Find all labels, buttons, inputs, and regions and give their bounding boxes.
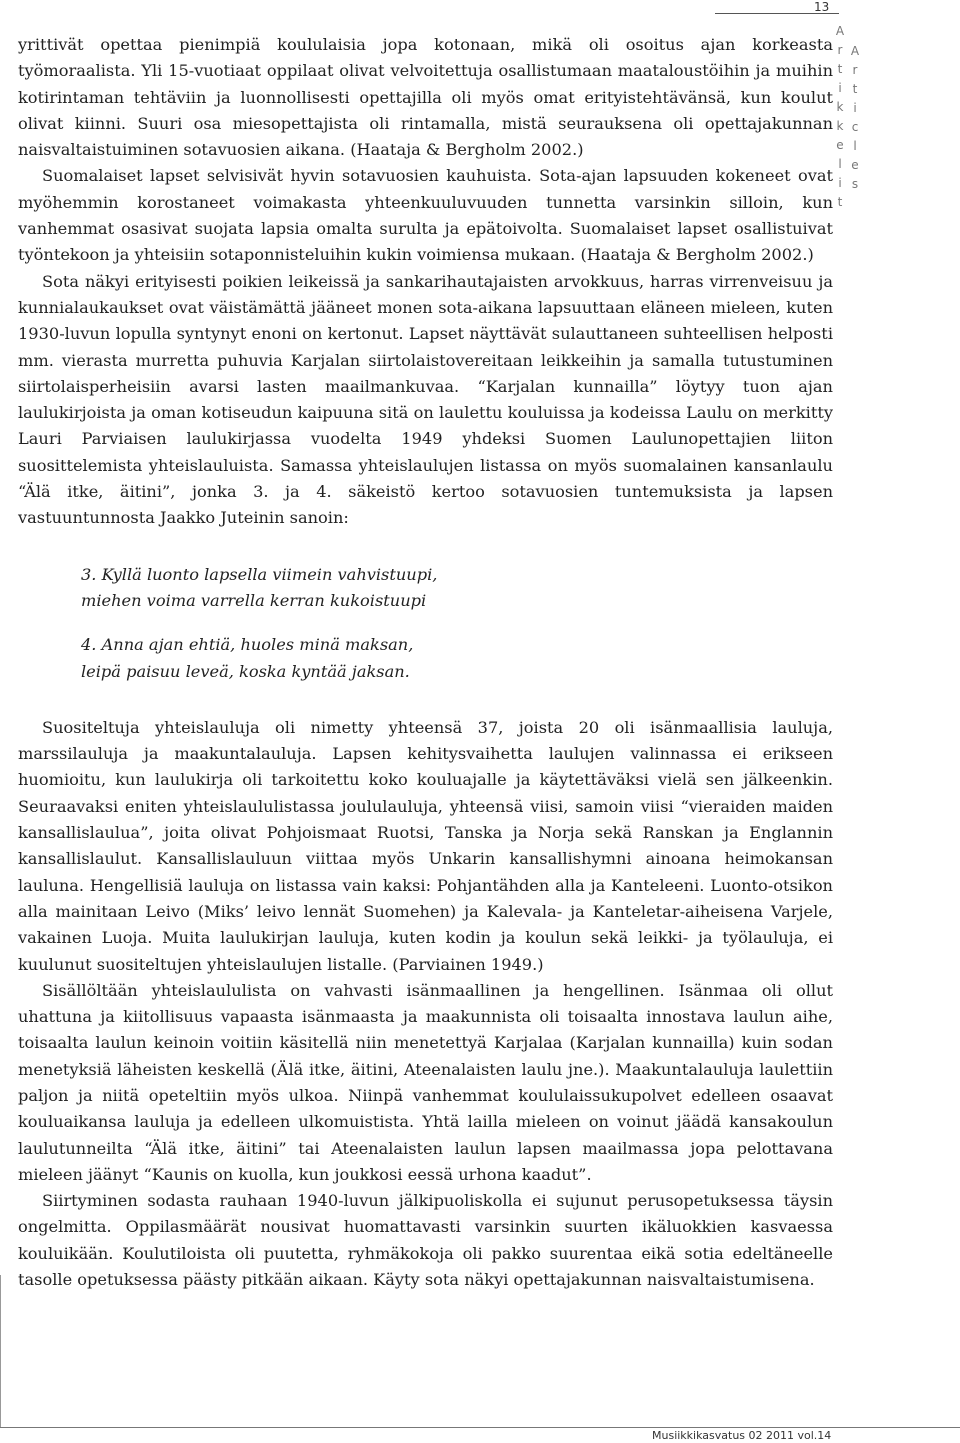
footer-rule xyxy=(0,1427,960,1428)
side-letter: e xyxy=(851,158,859,172)
side-letter: e xyxy=(836,138,844,152)
side-letter: i xyxy=(838,81,842,95)
paragraph: Siirtyminen sodasta rauhaan 1940-luvun jälkipuoliskolla ei sujunut perusopetuksessa täysin ongelmitta. Oppilasmäärät nousivat huomattavasti varsinkin suurten ikäluokkien kasvaessa kouluikään. Koulutiloista oli puutetta, ryhmäkokoja oli pakko suurentaa eikä sotia edeltäneelle tasolle opetuksessa päästy pitkään aikaan. Käyty sota näkyi opettajakunnan naisvaltaistumisena. xyxy=(18,1191,833,1290)
side-letter: r xyxy=(852,63,858,77)
side-letter: l xyxy=(838,157,842,171)
paragraph: yrittivät opettaa pienimpiä koululaisia jopa kotonaan, mikä oli osoitus ajan korkeasta työmoraalista. Yli 15-vuotiaat oppilaat olivat velvoitettuja osallistumaan maataloustöihin ja muihin kotirintaman tehtäviin ja luonnollisesti opettajilla oli myös omat erityistehtävänsä, kun koulut olivat kiinni. Suuri osa miesopettajista oli rintamalla, mistä seurauksena oli opettajakunnan naisvaltaistuiminen sotavuosien aikana. (Haataja & Bergholm 2002.) xyxy=(18,35,833,160)
footer-publication: Musiikkikasvatus 02 2011 vol.14 xyxy=(652,1429,832,1442)
side-letter: t xyxy=(837,62,843,76)
poem-quote xyxy=(81,562,833,685)
side-label-artikkelit xyxy=(833,22,847,212)
side-letter: A xyxy=(835,24,845,38)
poem-stanza xyxy=(81,562,833,615)
side-letter: k xyxy=(836,100,844,114)
side-letter: s xyxy=(851,177,859,191)
paragraph: Suomalaiset lapset selvisivät hyvin sotavuosien kauhuista. Sota-ajan lapsuuden kokeneet ovat myöhemmin korostaneet voimakasta yhteenkuuluvuuden tunnetta varsinkin silloin, kun vanhemmat osasivat suojata lapsia omalta surulta ja epätoivolta. Suomalaiset lapset osallistuivat työntekoon ja yhteisiin sotaponnisteluihin kukin voimiensa mukaan. (Haataja & Bergholm 2002.) xyxy=(18,166,833,265)
side-letter: i xyxy=(838,176,842,190)
article-body xyxy=(18,32,833,1293)
side-label-articles xyxy=(848,42,862,194)
margin-line xyxy=(0,1275,1,1427)
side-letter: i xyxy=(853,101,857,115)
page-number: 13 xyxy=(814,0,830,14)
side-letter: r xyxy=(837,43,843,57)
poem-line: leipä paisuu leveä, koska kyntää jaksan. xyxy=(81,661,410,681)
side-letter: k xyxy=(836,119,844,133)
poem-line: miehen voima varrella kerran kukoistuupi xyxy=(81,590,427,610)
poem-stanza xyxy=(81,632,833,685)
side-letter: c xyxy=(851,120,859,134)
side-letter: t xyxy=(852,82,858,96)
poem-line: 3. Kyllä luonto lapsella viimein vahvistuupi, xyxy=(81,564,438,584)
side-letter: A xyxy=(850,44,860,58)
paragraph: Sota näkyi erityisesti poikien leikeissä ja sankarihautajaisten arvokkuus, harras virrenveisuu ja kunnialaukaukset ovat väistämättä jääneet monen sota-aikana lapsuuttaan eläneen mieleen, kuten 1930-luvun lopulla syntynyt enoni on kertonut. Lapset näyttävät sulauttaneen suhteellisen helposti mm. vierasta murretta puhuvia Karjalan siirtolaistovereitaan leikkeihin ja samalla tutustuminen siirtolaisperheisiin avarsi lasten maailmankuvaa. “Karjalan kunnailla” löytyy tuon ajan laulukirjoista ja oman kotiseudun kaipuuna sitä on laulettu kouluissa ja kodeissa Laulu on merkitty Lauri Parviaisen laulukirjassa vuodelta 1949 yhdeksi Suomen Laulunopettajien liiton suosittelemista yhteislauluista. Samassa yhteislaulujen listassa on myös suomalainen kansanlaulu “Älä itke, äitini”, jonka 3. ja 4. säkeistö kertoo sotavuosien tuntemuksista ja lapsen vastuuntunnosta Jaakko Juteinin sanoin: xyxy=(18,271,833,528)
poem-line: 4. Anna ajan ehtiä, huoles minä maksan, xyxy=(81,635,414,655)
side-letter: t xyxy=(837,195,843,209)
paragraph: Suositeltuja yhteislauluja oli nimetty yhteensä 37, joista 20 oli isänmaallisia lauluja, marssilauluja ja maakuntalauluja. Lapsen kehitysvaihetta laulujen valinnassa ei erikseen huomioitu, kun laulukirja oli tarkoitettu koko kouluajalle ja käytettäväksi vielä sen jälkeenkin. Seuraavaksi eniten yhteislaululistassa joululauluja, yhteensä viisi, samoin viisi “vieraiden maiden kansallislaulua”, joita olivat Pohjoismaat Ruotsi, Tanska ja Norja sekä Ranskan ja Englannin kansallislaulut. Kansallislauluun viittaa myös Unkarin kansallishymni ainoana heimokansan lauluna. Hengellisiä lauluja on listassa vain kaksi: Pohjantähden alla ja Kanteleeni. Luonto-otsikon alla mainitaan Leivo (Miks’ leivo lennät Suomehen) ja Kalevala- ja Kanteletar-aiheisena Varjele, vakainen Luoja. Muita laulukirjan lauluja, kuten kodin ja koulun sekä leikki- ja työlauluja, ei kuulunut suositeltujen yhteislaulujen listalle. (Parviainen 1949.) xyxy=(18,717,833,974)
paragraph: Sisällöltään yhteislaululista on vahvasti isänmaallinen ja hengellinen. Isänmaa oli ollut uhattuna ja kiitollisuus vapaasta isänmaasta ja maakunnista oli toisaalta innostava laulun aihe, toisaalta laulun keinoin voitiin käsitellä niin menetettyä Karjalaa (Karjalan kunnailla) kuin sodan menetyksiä läheisten keskellä (Älä itke, äitini, Ateenalaisten laulu jne.). Maakuntalauluja laulettiin paljon ja niitä opeteltiin myös ulkoa. Niinpä vanhemmat koululaissukupolvet edelleen osaavat kouluaikansa lauluja ja edelleen ulkomuistista. Yhtä lailla mieleen on voinut jäädä kansakoulun laulutunneilta “Älä itke, äitini” tai Ateenalaisten laulun lapsen maailmassa jopa pelottavana mieleen jäänyt “Kaunis on kuolla, kun joukkosi eessä urhona kaadut”. xyxy=(18,980,833,1184)
side-letter: l xyxy=(853,139,857,153)
